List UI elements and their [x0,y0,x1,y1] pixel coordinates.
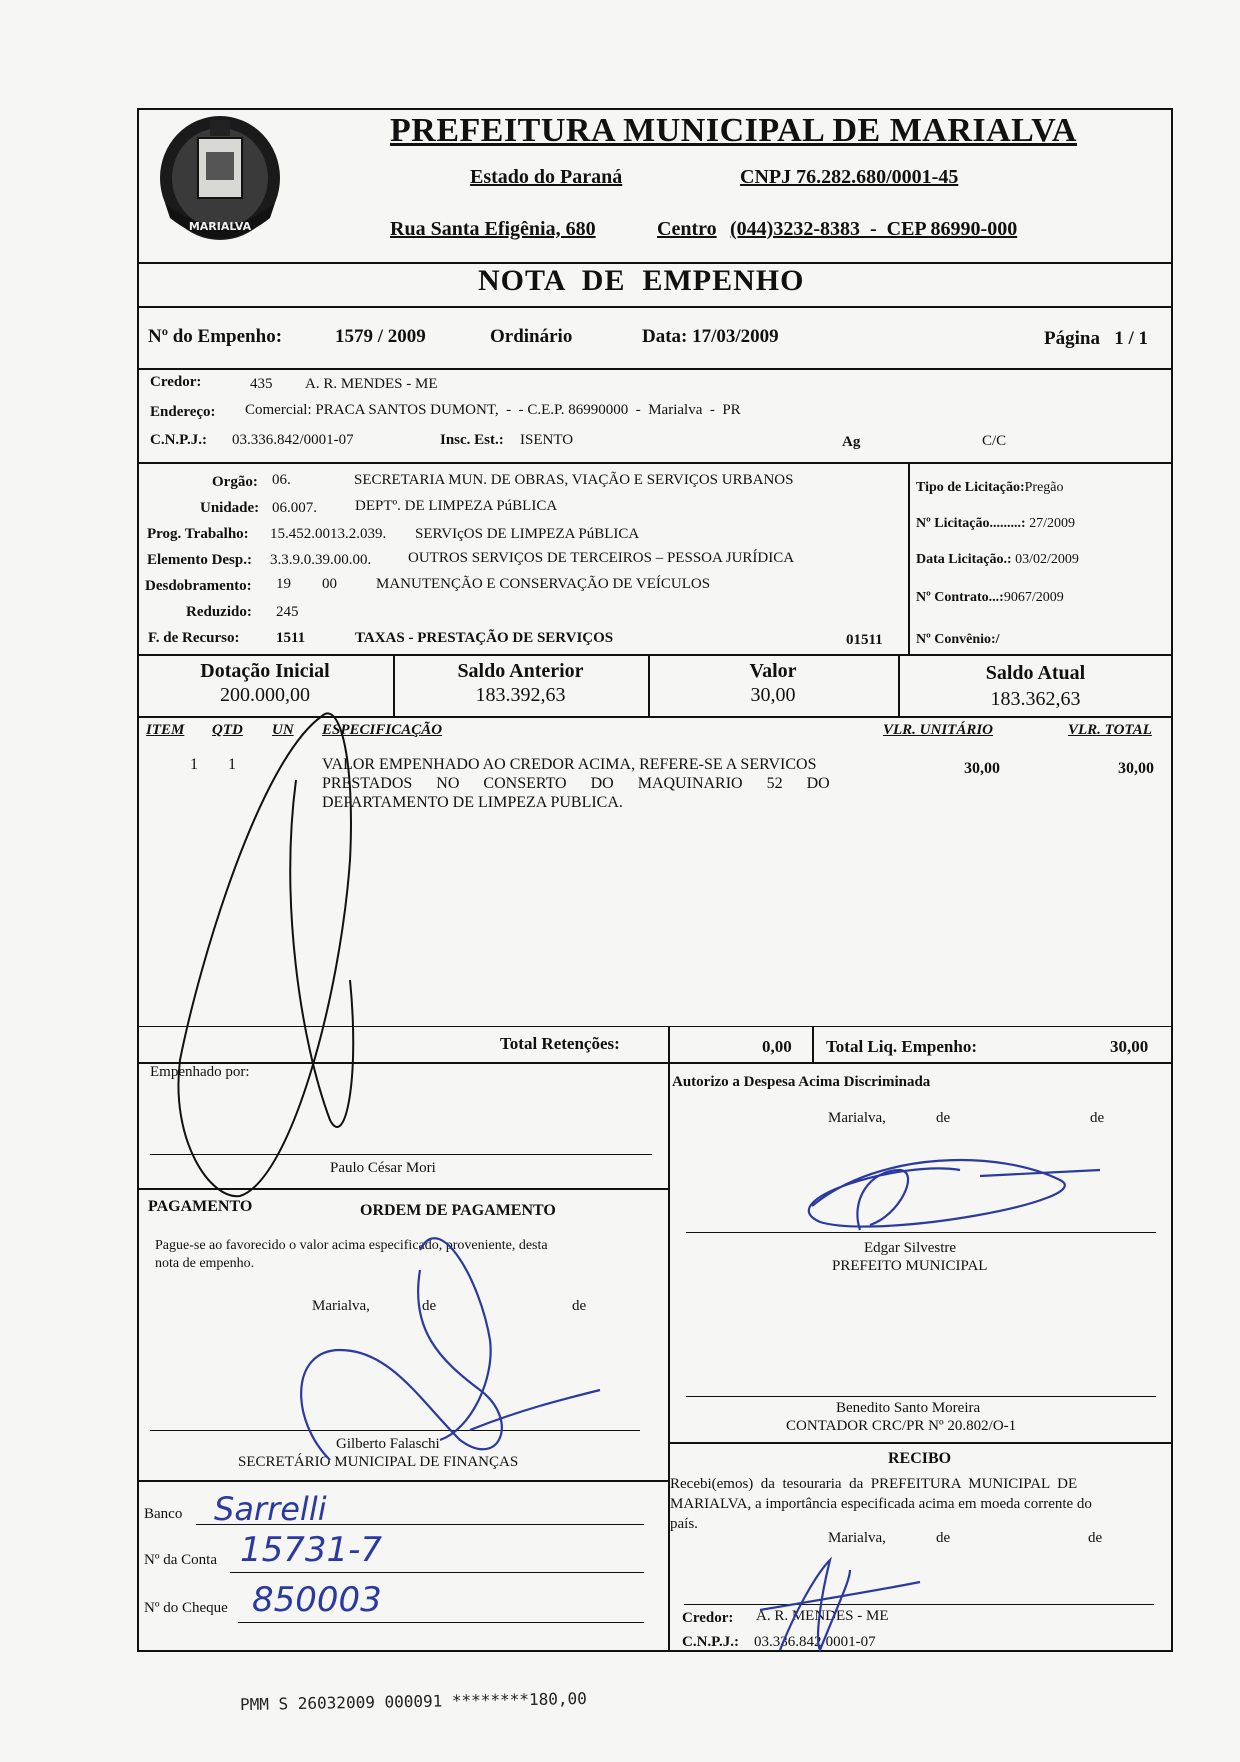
licitacao-contrato: Nº Contrato...:9067/2009 [916,590,1064,605]
pagamento-label: PAGAMENTO [148,1198,253,1215]
empenhado-signer: Paulo César Mori [330,1160,436,1176]
licitacao-tipo: Tipo de Licitação:Pregão [916,480,1064,495]
recibo-de2: de [1088,1530,1103,1546]
endereco-value: Comercial: PRACA SANTOS DUMONT, - - C.E.P. 86990000 - Marialva - PR [245,402,741,418]
saldo-atual-label: Saldo Atual [985,662,1086,684]
page-number: Página 1 / 1 [1044,328,1148,349]
autorizo-de2: de [1090,1110,1105,1126]
col-vlr-unitario: VLR. UNITÁRIO [883,722,994,738]
unidade-label: Unidade: [200,500,260,516]
valor-label: Valor [749,660,797,682]
desdobramento-code2: 00 [322,576,337,592]
pagamento-de1: de [422,1298,437,1314]
saldo-anterior-value: 183.392,63 [475,684,566,706]
desdobramento-label: Desdobramento: [145,578,252,594]
empenho-label: Nº do Empenho: [148,326,283,347]
banco-label: Banco [144,1506,183,1522]
banco-handwritten: Sarrelli [214,1490,327,1528]
item-desc-line2: PRESTADOS NO CONSERTO DO MAQUINARIO 52 DO [322,775,830,792]
cc-label: C/C [982,433,1007,449]
recibo-credor-label: Credor: [682,1610,734,1626]
fonte-code: 1511 [276,630,306,646]
recibo-credor-value: A. R. MENDES - ME [756,1608,889,1624]
insc-label: Insc. Est.: [440,432,504,448]
elemento-desc: OUTROS SERVIÇOS DE TERCEIROS – PESSOA JURÍDICA [408,550,795,566]
recibo-text-line1: Recebi(emos) da tesouraria da PREFEITURA MUNICIPAL DE [670,1476,1078,1492]
unidade-desc: DEPTº. DE LIMPEZA PúBLICA [355,498,558,514]
insc-value: ISENTO [520,432,574,448]
pagamento-place: Marialva, [312,1298,370,1314]
header-phone-cep: (044)3232-8383 - CEP 86990-000 [730,218,1018,240]
item-number: 1 [190,756,198,773]
col-vlr-total: VLR. TOTAL [1068,722,1152,738]
header-street: Rua Santa Efigênia, 680 [390,218,596,240]
pagamento-text-line1: Pague-se ao favorecido o valor acima especificado, proveniente, desta [155,1238,548,1253]
credor-name: A. R. MENDES - ME [305,376,438,392]
credor-code: 435 [250,376,273,392]
prog-label: Prog. Trabalho: [147,526,249,542]
item-desc-line3: DEPARTAMENTO DE LIMPEZA PUBLICA. [322,794,623,811]
pagamento-de2: de [572,1298,587,1314]
fonte-code2: 01511 [846,632,883,648]
prog-desc: SERVIçOS DE LIMPEZA PúBLICA [415,526,640,542]
dotacao-value: 200.000,00 [220,684,310,706]
recibo-cnpj-label: C.N.P.J.: [682,1634,739,1650]
autorizo-de1: de [936,1110,951,1126]
credor-label: Credor: [150,374,202,390]
contador-role: CONTADOR CRC/PR Nº 20.802/O-1 [786,1418,1017,1434]
recibo-label: RECIBO [888,1450,952,1467]
recibo-cnpj-value: 03.336.842/0001-07 [754,1634,876,1650]
item-unit-value: 30,00 [964,760,1000,777]
reduzido-value: 245 [276,604,299,620]
ordem-pagamento-label: ORDEM DE PAGAMENTO [360,1202,556,1219]
col-un: UN [272,722,294,738]
col-especificacao: ESPECIFICAÇÃO [322,722,443,738]
saldo-atual-value: 183.362,63 [990,688,1081,710]
empenho-date: Data: 17/03/2009 [642,326,779,347]
elemento-label: Elemento Desp.: [147,552,252,568]
ag-label: Ag [842,434,861,450]
payment-stamp: PMM S 26032009 000091 ********180,00 [239,1688,587,1715]
retencoes-value: 0,00 [762,1037,792,1056]
recibo-text-line2: MARIALVA, a importância especificada acima em moeda corrente do [670,1496,1092,1512]
item-desc-line1: VALOR EMPENHADO AO CREDOR ACIMA, REFERE-SE A SERVICOS [322,756,817,773]
empenhado-label: Empenhado por: [150,1064,250,1080]
cheque-label: Nº do Cheque [144,1600,228,1616]
conta-label: Nº da Conta [144,1552,217,1568]
svg-text:MARIALVA: MARIALVA [188,220,252,233]
autorizo-label: Autorizo a Despesa Acima Discriminada [672,1074,931,1090]
document-title: NOTA DE EMPENHO [478,264,805,297]
reduzido-label: Reduzido: [186,604,252,620]
orgao-desc: SECRETARIA MUN. DE OBRAS, VIAÇÃO E SERVIÇOS URBANOS [354,472,794,488]
item-total-value: 30,00 [1118,760,1154,777]
recibo-text-line3: país. [670,1516,698,1532]
valor-value: 30,00 [750,684,796,706]
header-state: Estado do Paraná [470,166,623,188]
header-district: Centro [657,218,717,240]
licitacao-convenio: Nº Convênio:/ [916,632,1000,647]
recibo-place: Marialva, [828,1530,886,1546]
pagamento-text-line2: nota de empenho. [155,1256,255,1271]
autorizo-place: Marialva, [828,1110,886,1126]
fonte-label: F. de Recurso: [148,630,240,646]
header-cnpj: CNPJ 76.282.680/0001-45 [740,166,959,188]
cnpj-value: 03.336.842/0001-07 [232,432,354,448]
contador-name: Benedito Santo Moreira [836,1400,981,1416]
dotacao-label: Dotação Inicial [200,660,330,682]
item-qtd: 1 [228,756,236,773]
empenho-type: Ordinário [490,326,573,347]
desdobramento-code1: 19 [276,576,291,592]
prog-code: 15.452.0013.2.039. [270,526,387,542]
cheque-handwritten: 850003 [252,1580,382,1620]
licitacao-data: Data Licitação.: 03/02/2009 [916,552,1079,567]
recibo-de1: de [936,1530,951,1546]
unidade-code: 06.007. [272,500,317,516]
pagamento-signer-role: SECRETÁRIO MUNICIPAL DE FINANÇAS [238,1454,519,1470]
empenho-number: 1579 / 2009 [335,326,426,347]
saldo-anterior-label: Saldo Anterior [457,660,584,682]
autorizo-signer-role: PREFEITO MUNICIPAL [832,1258,988,1274]
liquido-value: 30,00 [1110,1037,1149,1056]
fonte-desc: TAXAS - PRESTAÇÃO DE SERVIÇOS [355,630,614,646]
col-item: ITEM [146,722,185,738]
desdobramento-desc: MANUTENÇÃO E CONSERVAÇÃO DE VEÍCULOS [376,576,711,592]
elemento-code: 3.3.9.0.39.00.00. [270,552,372,568]
conta-handwritten: 15731-7 [240,1530,383,1570]
autorizo-signer-name: Edgar Silvestre [864,1240,957,1256]
orgao-label: Orgão: [212,474,258,490]
liquido-label: Total Liq. Empenho: [826,1037,977,1056]
cnpj-label: C.N.P.J.: [150,432,207,448]
header-title: PREFEITURA MUNICIPAL DE MARIALVA [390,112,1077,149]
pagamento-signer-name: Gilberto Falaschi [336,1436,440,1452]
col-qtd: QTD [212,722,243,738]
orgao-code: 06. [272,472,291,488]
endereco-label: Endereço: [150,404,216,420]
retencoes-label: Total Retenções: [500,1034,620,1053]
licitacao-numero: Nº Licitação.........: 27/2009 [916,516,1075,531]
